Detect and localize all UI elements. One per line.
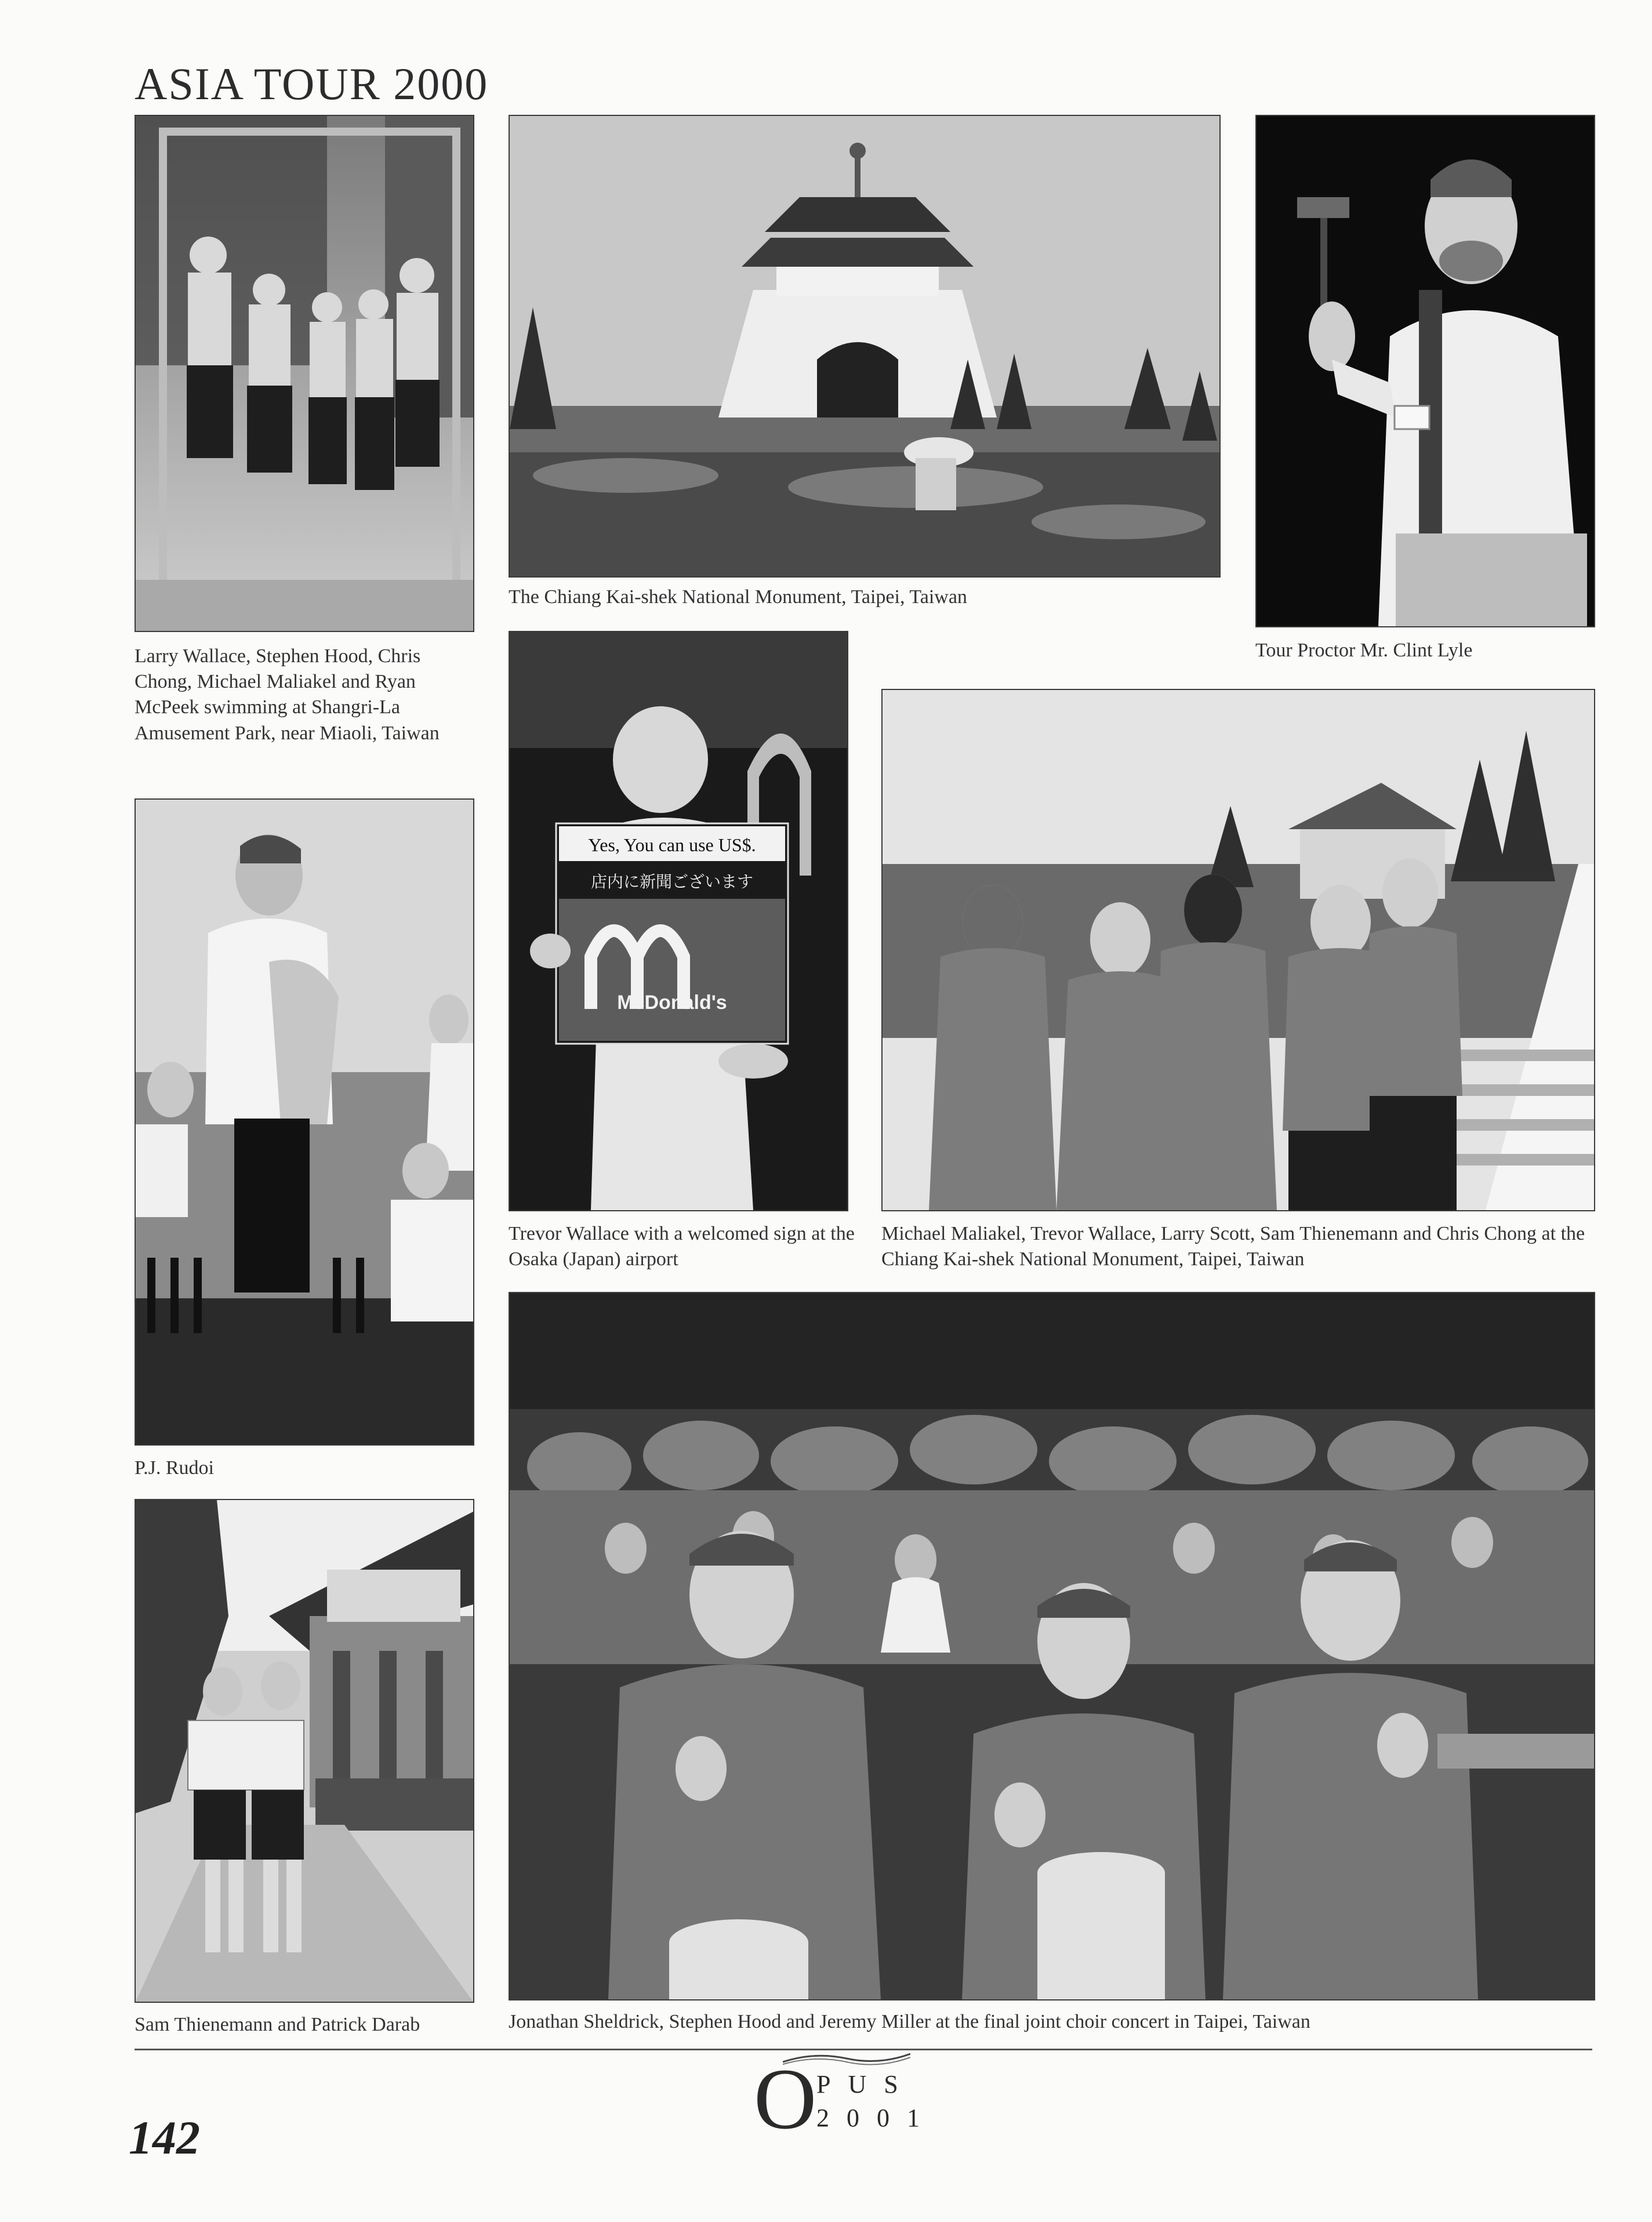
caption-mcdonalds: Trevor Wallace with a welcomed sign at the Osaka (Japan) airport: [509, 1223, 855, 1270]
sign-line2: 店内に新聞ございます: [590, 872, 754, 891]
photo-proctor: [1255, 115, 1595, 627]
page-number: 142: [129, 2111, 200, 2164]
sign-brand: McDonald's: [617, 992, 727, 1014]
sign-line1: Yes, You can use US$.: [588, 834, 756, 855]
opus-logo-year: 2001: [816, 2104, 937, 2132]
opus-logo-letter: O: [754, 2051, 817, 2147]
photo-group: [881, 689, 1595, 1211]
photo-mcdonalds: [509, 631, 848, 1211]
page-title: ASIA TOUR 2000: [135, 59, 489, 109]
opus-logo-rest: PUS: [816, 2070, 916, 2098]
photo-map: [135, 1499, 474, 2003]
caption-group: Michael Maliakel, Trevor Wallace, Larry Scott, Sam Thienemann and Chris Chong at the Chiang Kai-shek National Monument, Taipei, Taiwan: [881, 1223, 1585, 1270]
caption-monument: The Chiang Kai-shek National Monument, Taipei, Taiwan: [509, 586, 967, 608]
caption-proctor: Tour Proctor Mr. Clint Lyle: [1255, 640, 1473, 661]
caption-concert: Jonathan Sheldrick, Stephen Hood and Jeremy Miller at the final joint choir concert in Taipei, Taiwan: [509, 2011, 1310, 2032]
photo-swimmers: [135, 115, 474, 632]
opus-logo: [754, 2051, 939, 2148]
caption-swimmers: Larry Wallace, Stephen Hood, Chris Chong, Michael Maliakel and Ryan McPeek swimming at Shangri-La Amusement Park, near Miaoli, Taiwan: [135, 645, 440, 744]
caption-map: Sam Thienemann and Patrick Darab: [135, 2014, 420, 2035]
photo-rudoi: [135, 798, 474, 1446]
caption-rudoi: P.J. Rudoi: [135, 1457, 214, 1479]
photo-concert: [509, 1292, 1595, 2000]
photo-monument: [509, 115, 1221, 578]
